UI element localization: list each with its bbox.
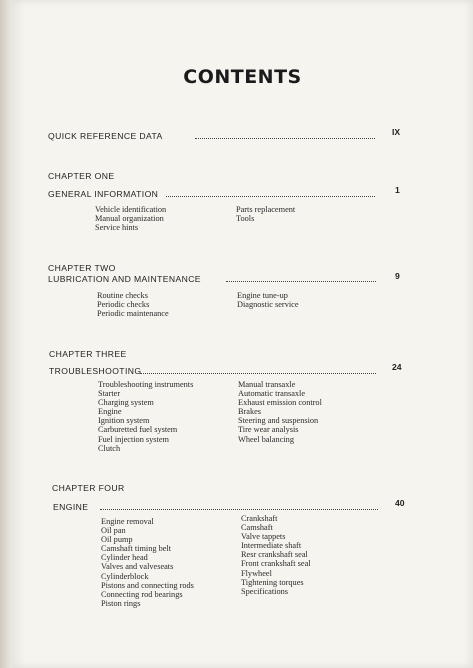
chapter-four-topics-right xyxy=(241,514,311,596)
list-item: Pistons and connecting rods xyxy=(101,580,194,590)
chapter-two-title: LUBRICATION AND MAINTENANCE xyxy=(48,274,201,284)
dot-leader xyxy=(140,373,376,374)
dot-leader xyxy=(100,509,378,510)
chapter-one-title: GENERAL INFORMATION xyxy=(48,189,159,199)
chapter-four-title: ENGINE xyxy=(53,502,89,512)
list-item: Routine checks xyxy=(97,291,148,300)
dot-leader xyxy=(226,281,376,282)
list-item: Vehicle identification xyxy=(95,205,167,214)
list-item: Periodic checks xyxy=(97,300,150,310)
list-item: Cylinderblock xyxy=(101,571,149,581)
quick-reference-page: IX xyxy=(392,127,401,137)
list-item: Starter xyxy=(98,389,121,399)
chapter-two-number: CHAPTER TWO xyxy=(48,263,116,273)
chapter-three-page: 24 xyxy=(392,362,402,372)
list-item: Valve tappets xyxy=(241,532,286,542)
chapter-two-topics-left xyxy=(97,291,169,318)
chapter-one-topics-right xyxy=(236,205,295,223)
list-item: Flywheel xyxy=(241,568,272,578)
list-item: Carburetted fuel system xyxy=(98,425,178,435)
list-item: Front crankshaft seal xyxy=(241,559,311,569)
chapter-two-topics-right xyxy=(237,291,299,309)
list-item: Fuel injection system xyxy=(98,434,169,444)
chapter-one-number: CHAPTER ONE xyxy=(48,171,115,181)
list-item: Diagnostic service xyxy=(237,300,299,310)
chapter-three-topics-left xyxy=(98,380,193,453)
list-item: Tools xyxy=(236,214,255,224)
list-item: Service hints xyxy=(95,223,139,233)
list-item: Automatic transaxle xyxy=(238,389,306,399)
chapter-one-topics-left xyxy=(95,205,166,232)
contents-page xyxy=(12,0,473,668)
list-item: Resr crankshaft seal xyxy=(241,550,308,560)
chapter-three-title: TROUBLESHOOTING xyxy=(49,366,142,376)
list-item: Engine xyxy=(98,407,122,417)
chapter-two-page: 9 xyxy=(395,271,400,281)
list-item: Cylinder head xyxy=(101,553,148,563)
list-item: Manual transaxle xyxy=(238,380,296,389)
dot-leader xyxy=(195,138,375,139)
book-spine xyxy=(0,0,12,668)
list-item: Tire wear analysis xyxy=(238,425,299,435)
list-item: Crankshaft xyxy=(241,514,278,523)
chapter-one-page: 1 xyxy=(395,185,400,195)
list-item: Engine removal xyxy=(101,517,154,526)
list-item: Periodic maintenance xyxy=(97,309,169,319)
list-item: Intermediate shaft xyxy=(241,541,302,551)
list-item: Ignition system xyxy=(98,416,150,426)
list-item: Piston rings xyxy=(101,598,141,608)
list-item: Steering and suspension xyxy=(238,416,319,426)
page-title: CONTENTS xyxy=(183,66,302,88)
list-item: Manual organization xyxy=(95,214,164,224)
list-item: Parts replacement xyxy=(236,205,296,214)
list-item: Camshaft xyxy=(241,523,273,533)
list-item: Brakes xyxy=(238,407,262,417)
quick-reference-label: QUICK REFERENCE DATA xyxy=(48,131,163,141)
list-item: Clutch xyxy=(98,443,121,453)
list-item: Exhaust emission control xyxy=(238,398,322,408)
list-item: Tightening torques xyxy=(241,577,304,587)
chapter-three-number: CHAPTER THREE xyxy=(49,349,127,359)
list-item: Oil pan xyxy=(101,526,126,536)
dot-leader xyxy=(166,196,375,197)
list-item: Wheel balancing xyxy=(238,434,294,444)
chapter-three-topics-right xyxy=(238,380,322,444)
chapter-four-page: 40 xyxy=(395,498,405,508)
list-item: Camshaft timing belt xyxy=(101,544,172,554)
list-item: Troubleshooting instruments xyxy=(98,380,194,389)
chapter-four-number: CHAPTER FOUR xyxy=(52,483,125,493)
list-item: Specifications xyxy=(241,586,289,596)
list-item: Engine tune-up xyxy=(237,291,288,300)
list-item: Oil pump xyxy=(101,535,133,545)
list-item: Connecting rod bearings xyxy=(101,589,183,599)
list-item: Charging system xyxy=(98,398,154,408)
chapter-four-topics-left xyxy=(101,517,194,608)
list-item: Valves and valveseats xyxy=(101,562,174,572)
